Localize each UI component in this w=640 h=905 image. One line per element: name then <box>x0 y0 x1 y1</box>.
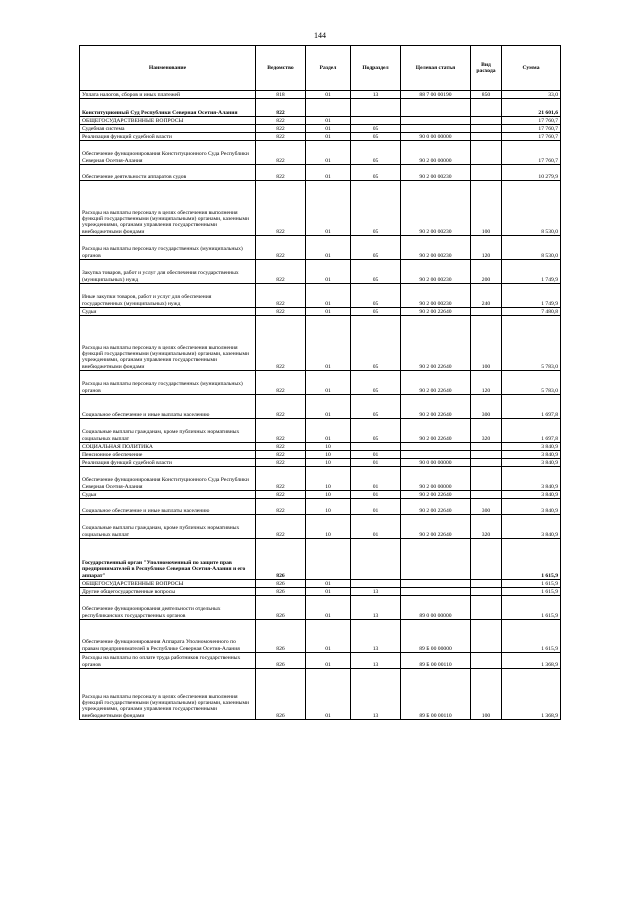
cell-cs: 90 2 00 00230 <box>401 284 471 308</box>
cell-podr: 05 <box>351 133 401 141</box>
cell-vr: 850 <box>471 91 502 99</box>
cell-ved: 822 <box>256 117 306 125</box>
table-row <box>80 308 561 316</box>
cell-podr: 01 <box>351 515 401 539</box>
cell-sum: 3 840,9 <box>502 467 561 491</box>
cell-ved: 826 <box>256 539 306 580</box>
cell-name: Реализация функций судебной власти <box>80 459 256 467</box>
cell-podr: 13 <box>351 596 401 620</box>
cell-razd: 01 <box>306 181 351 236</box>
cell-cs: 89 Б 00 00110 <box>401 653 471 669</box>
cell-podr: 05 <box>351 236 401 260</box>
cell-vr <box>471 588 502 596</box>
cell-podr: 01 <box>351 467 401 491</box>
cell-podr: 13 <box>351 620 401 653</box>
cell-razd: 01 <box>306 133 351 141</box>
budget-table <box>79 45 561 720</box>
cell-cs: 90 2 00 22640 <box>401 419 471 443</box>
cell-ved: 822 <box>256 515 306 539</box>
cell-podr: 13 <box>351 588 401 596</box>
cell-name: Судьи <box>80 308 256 316</box>
cell-razd: 01 <box>306 371 351 395</box>
header-sum: Сумма <box>502 46 561 91</box>
cell-ved: 822 <box>256 451 306 459</box>
table-row <box>80 165 561 181</box>
cell-sum: 33,0 <box>502 91 561 99</box>
cell-name: Обеспечение функционирования деятельности отдельных республиканских государственных органов <box>80 596 256 620</box>
cell-ved: 822 <box>256 308 306 316</box>
cell-sum: 17 760,7 <box>502 133 561 141</box>
table-row <box>80 181 561 236</box>
cell-ved: 826 <box>256 653 306 669</box>
cell-sum: 5 783,0 <box>502 371 561 395</box>
cell-sum: 3 840,9 <box>502 451 561 459</box>
cell-ved: 822 <box>256 419 306 443</box>
cell-razd: 01 <box>306 653 351 669</box>
cell-sum: 1 697,8 <box>502 395 561 419</box>
cell-cs <box>401 125 471 133</box>
cell-podr: 05 <box>351 181 401 236</box>
cell-sum: 17 760,7 <box>502 125 561 133</box>
cell-name: Расходы на выплаты персоналу государственных (муниципальных) органов <box>80 236 256 260</box>
cell-sum: 1 749,9 <box>502 284 561 308</box>
cell-sum: 17 760,7 <box>502 117 561 125</box>
cell-ved: 822 <box>256 165 306 181</box>
table-row <box>80 141 561 165</box>
cell-ved: 822 <box>256 459 306 467</box>
cell-razd: 01 <box>306 236 351 260</box>
cell-podr <box>351 443 401 451</box>
cell-podr: 05 <box>351 125 401 133</box>
cell-ved: 822 <box>256 467 306 491</box>
cell-sum: 1 615,9 <box>502 620 561 653</box>
cell-name: Расходы на выплаты персоналу в целях обеспечения выполнения функций государственными (муниципальными) органами, казенными учреждениями, органами управления государственными внебюджетными фондами <box>80 316 256 371</box>
cell-razd: 01 <box>306 284 351 308</box>
cell-cs <box>401 443 471 451</box>
cell-vr: 300 <box>471 395 502 419</box>
cell-name: Обеспечение функционирования Конституционного Суда Республики Северная Осетия-Алания <box>80 141 256 165</box>
table-row <box>80 596 561 620</box>
cell-vr: 200 <box>471 260 502 284</box>
table-row <box>80 236 561 260</box>
cell-cs: 90 2 00 00230 <box>401 236 471 260</box>
cell-cs: 90 2 00 00230 <box>401 165 471 181</box>
cell-razd: 01 <box>306 117 351 125</box>
cell-cs: 90 2 00 22640 <box>401 499 471 515</box>
cell-podr: 13 <box>351 669 401 720</box>
cell-sum: 1 615,9 <box>502 596 561 620</box>
cell-vr <box>471 539 502 580</box>
cell-vr: 240 <box>471 284 502 308</box>
cell-ved: 822 <box>256 316 306 371</box>
cell-razd: 10 <box>306 451 351 459</box>
cell-podr <box>351 580 401 588</box>
cell-name: Уплата налогов, сборов и иных платежей <box>80 91 256 99</box>
cell-ved: 826 <box>256 669 306 720</box>
cell-podr: 05 <box>351 419 401 443</box>
cell-name: Конституционный Суд Республики Северная Осетия-Алания <box>80 99 256 117</box>
cell-cs: 90 2 00 00230 <box>401 260 471 284</box>
cell-vr <box>471 443 502 451</box>
cell-podr: 05 <box>351 395 401 419</box>
cell-vr <box>471 308 502 316</box>
table-row <box>80 580 561 588</box>
cell-vr: 320 <box>471 419 502 443</box>
cell-razd <box>306 539 351 580</box>
cell-name: Судебная система <box>80 125 256 133</box>
cell-podr: 05 <box>351 371 401 395</box>
cell-razd: 01 <box>306 316 351 371</box>
cell-sum: 8 530,0 <box>502 181 561 236</box>
cell-sum: 1 697,8 <box>502 419 561 443</box>
cell-ved: 822 <box>256 284 306 308</box>
cell-razd: 10 <box>306 491 351 499</box>
cell-vr: 120 <box>471 236 502 260</box>
cell-cs: 90 2 00 22640 <box>401 395 471 419</box>
cell-cs: 90 2 00 22640 <box>401 308 471 316</box>
table-row <box>80 669 561 720</box>
table-row <box>80 125 561 133</box>
cell-vr <box>471 117 502 125</box>
table-row <box>80 588 561 596</box>
cell-sum: 17 760,7 <box>502 141 561 165</box>
cell-name: Социальное обеспечение и иные выплаты населению <box>80 499 256 515</box>
cell-razd: 10 <box>306 499 351 515</box>
cell-sum: 7 480,8 <box>502 308 561 316</box>
cell-razd: 01 <box>306 620 351 653</box>
cell-podr: 05 <box>351 316 401 371</box>
cell-razd: 01 <box>306 588 351 596</box>
cell-name: Расходы на выплаты персоналу государственных (муниципальных) органов <box>80 371 256 395</box>
table-row <box>80 491 561 499</box>
cell-cs <box>401 588 471 596</box>
cell-razd: 01 <box>306 260 351 284</box>
cell-vr <box>471 165 502 181</box>
cell-name: СОЦИАЛЬНАЯ ПОЛИТИКА <box>80 443 256 451</box>
header-podrazdel: Подраздел <box>351 46 401 91</box>
table-row <box>80 371 561 395</box>
cell-ved: 818 <box>256 91 306 99</box>
header-name: Наименование <box>80 46 256 91</box>
cell-name: Социальное обеспечение и иные выплаты населению <box>80 395 256 419</box>
cell-vr: 120 <box>471 371 502 395</box>
page-number: 144 <box>314 31 326 40</box>
cell-sum: 21 601,6 <box>502 99 561 117</box>
table-row <box>80 117 561 125</box>
cell-name: Расходы на выплаты по оплате труда работников государственных органов <box>80 653 256 669</box>
cell-cs <box>401 451 471 459</box>
cell-ved: 822 <box>256 141 306 165</box>
cell-razd: 01 <box>306 596 351 620</box>
cell-vr <box>471 467 502 491</box>
cell-cs <box>401 580 471 588</box>
table-row <box>80 499 561 515</box>
cell-sum: 3 840,9 <box>502 459 561 467</box>
cell-ved: 822 <box>256 499 306 515</box>
cell-name: Государственный орган "Уполномоченный по защите прав предпринимателей в Республике Северная Осетия-Алания и его аппарат" <box>80 539 256 580</box>
cell-cs: 89 Б 00 00110 <box>401 669 471 720</box>
cell-vr <box>471 451 502 459</box>
cell-name: Иные закупки товаров, работ и услуг для обеспечения государственных (муниципальных) нужд <box>80 284 256 308</box>
cell-name: Расходы на выплаты персоналу в целях обеспечения выполнения функций государственными (муниципальными) органами, казенными учреждениями, органами управления государственными внебюджетными фондами <box>80 669 256 720</box>
cell-podr: 13 <box>351 653 401 669</box>
cell-podr: 05 <box>351 260 401 284</box>
cell-cs: 90 2 00 22640 <box>401 316 471 371</box>
cell-sum: 5 783,0 <box>502 316 561 371</box>
cell-cs: 89 0 00 00000 <box>401 596 471 620</box>
cell-name: Обеспечение деятельности аппаратов судов <box>80 165 256 181</box>
table-row <box>80 419 561 443</box>
cell-vr <box>471 133 502 141</box>
cell-podr: 01 <box>351 499 401 515</box>
cell-name: ОБЩЕГОСУДАРСТВЕННЫЕ ВОПРОСЫ <box>80 580 256 588</box>
cell-name: Социальные выплаты гражданам, кроме публичных нормативных социальных выплат <box>80 419 256 443</box>
cell-ved: 822 <box>256 260 306 284</box>
cell-sum: 1 615,9 <box>502 580 561 588</box>
cell-vr <box>471 620 502 653</box>
cell-name: Закупка товаров, работ и услуг для обеспечения государственных (муниципальных) нужд <box>80 260 256 284</box>
cell-cs: 90 2 00 22640 <box>401 515 471 539</box>
cell-sum: 3 840,9 <box>502 499 561 515</box>
cell-cs <box>401 539 471 580</box>
cell-vr: 100 <box>471 316 502 371</box>
cell-ved: 826 <box>256 620 306 653</box>
table-row <box>80 395 561 419</box>
cell-name: Пенсионное обеспечение <box>80 451 256 459</box>
cell-razd: 10 <box>306 467 351 491</box>
cell-ved: 826 <box>256 588 306 596</box>
cell-podr: 01 <box>351 459 401 467</box>
cell-cs: 90 2 00 22640 <box>401 371 471 395</box>
cell-ved: 826 <box>256 580 306 588</box>
cell-vr <box>471 99 502 117</box>
cell-vr <box>471 491 502 499</box>
cell-sum: 1 368,9 <box>502 669 561 720</box>
table-row <box>80 620 561 653</box>
table-row <box>80 316 561 371</box>
cell-razd: 01 <box>306 580 351 588</box>
cell-podr: 13 <box>351 91 401 99</box>
cell-vr: 100 <box>471 669 502 720</box>
cell-vr <box>471 141 502 165</box>
cell-podr: 01 <box>351 451 401 459</box>
cell-podr: 05 <box>351 284 401 308</box>
cell-cs: 89 Б 00 00000 <box>401 620 471 653</box>
cell-podr <box>351 99 401 117</box>
table-row <box>80 99 561 117</box>
cell-podr <box>351 539 401 580</box>
cell-vr <box>471 580 502 588</box>
cell-vr: 300 <box>471 499 502 515</box>
cell-razd: 01 <box>306 91 351 99</box>
cell-ved: 822 <box>256 236 306 260</box>
cell-razd: 10 <box>306 515 351 539</box>
cell-sum: 1 615,9 <box>502 539 561 580</box>
cell-razd: 01 <box>306 419 351 443</box>
cell-ved: 822 <box>256 99 306 117</box>
cell-razd: 10 <box>306 443 351 451</box>
cell-sum: 3 840,9 <box>502 443 561 451</box>
header-target-article: Целевая статья <box>401 46 471 91</box>
cell-name: Обеспечение функционирования Аппарата Уполномоченного по правам предпринимателей в Республике Северная Осетия-Алания <box>80 620 256 653</box>
cell-name: Расходы на выплаты персоналу в целях обеспечения выполнения функций государственными (муниципальными) органами, казенными учреждениями, органами управления государственными внебюджетными фондами <box>80 181 256 236</box>
cell-name: Социальные выплаты гражданам, кроме публичных нормативных социальных выплат <box>80 515 256 539</box>
cell-ved: 822 <box>256 181 306 236</box>
table-row <box>80 133 561 141</box>
cell-sum: 10 279,9 <box>502 165 561 181</box>
table-row <box>80 515 561 539</box>
cell-razd: 01 <box>306 308 351 316</box>
table-row <box>80 467 561 491</box>
cell-podr: 05 <box>351 141 401 165</box>
cell-ved: 822 <box>256 371 306 395</box>
cell-sum: 8 530,0 <box>502 236 561 260</box>
cell-sum: 1 615,9 <box>502 588 561 596</box>
cell-cs: 90 0 00 00000 <box>401 133 471 141</box>
cell-name: ОБЩЕГОСУДАРСТВЕННЫЕ ВОПРОСЫ <box>80 117 256 125</box>
cell-name: Обеспечение функционирования Конституционного Суда Республики Северная Осетия-Алания <box>80 467 256 491</box>
cell-cs: 90 0 00 00000 <box>401 459 471 467</box>
cell-vr: 100 <box>471 181 502 236</box>
cell-cs: 90 2 00 00230 <box>401 181 471 236</box>
cell-cs: 90 2 00 00000 <box>401 141 471 165</box>
cell-name: Другие общегосударственные вопросы <box>80 588 256 596</box>
cell-razd <box>306 99 351 117</box>
cell-sum: 1 368,9 <box>502 653 561 669</box>
table-row <box>80 451 561 459</box>
cell-sum: 1 749,9 <box>502 260 561 284</box>
table-row <box>80 459 561 467</box>
header-expense-type: Вид расхода <box>471 46 502 91</box>
table-row <box>80 539 561 580</box>
header-razdel: Раздел <box>306 46 351 91</box>
cell-cs <box>401 99 471 117</box>
cell-ved: 822 <box>256 395 306 419</box>
cell-ved: 826 <box>256 596 306 620</box>
table-row <box>80 653 561 669</box>
cell-vr: 320 <box>471 515 502 539</box>
cell-sum: 3 840,9 <box>502 515 561 539</box>
table-row <box>80 260 561 284</box>
cell-podr <box>351 117 401 125</box>
cell-vr <box>471 125 502 133</box>
cell-razd: 01 <box>306 141 351 165</box>
cell-podr: 05 <box>351 308 401 316</box>
cell-razd: 01 <box>306 669 351 720</box>
cell-ved: 822 <box>256 125 306 133</box>
cell-name: Судьи <box>80 491 256 499</box>
table-row <box>80 284 561 308</box>
cell-ved: 822 <box>256 133 306 141</box>
cell-cs: 90 2 00 00000 <box>401 467 471 491</box>
cell-razd: 01 <box>306 395 351 419</box>
cell-vr <box>471 653 502 669</box>
cell-vr <box>471 596 502 620</box>
cell-cs: 90 2 00 22640 <box>401 491 471 499</box>
cell-podr: 05 <box>351 165 401 181</box>
cell-ved: 822 <box>256 491 306 499</box>
cell-razd: 01 <box>306 125 351 133</box>
cell-podr: 01 <box>351 491 401 499</box>
cell-ved: 822 <box>256 443 306 451</box>
table-row <box>80 443 561 451</box>
cell-razd: 10 <box>306 459 351 467</box>
cell-name: Реализация функций судебной власти <box>80 133 256 141</box>
cell-cs: 88 7 00 00190 <box>401 91 471 99</box>
header-ved: Ведомство <box>256 46 306 91</box>
cell-sum: 3 840,9 <box>502 491 561 499</box>
header-row <box>80 46 561 91</box>
cell-cs <box>401 117 471 125</box>
cell-razd: 01 <box>306 165 351 181</box>
cell-vr <box>471 459 502 467</box>
table-row <box>80 91 561 99</box>
